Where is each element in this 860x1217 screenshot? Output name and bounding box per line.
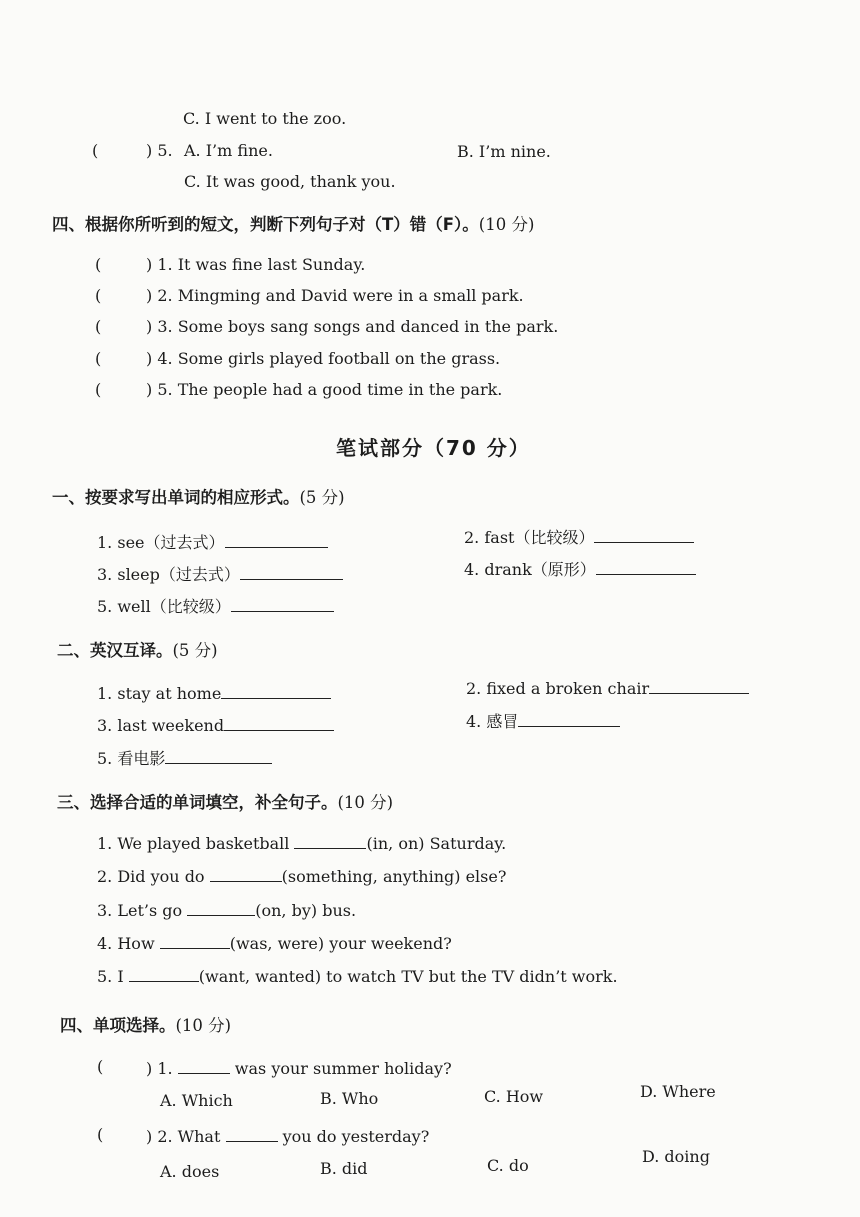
mc-q2-option-a[interactable]: A. does	[160, 1162, 220, 1181]
answer-blank[interactable]	[594, 526, 694, 543]
q5-option-a: A. I’m fine.	[184, 141, 273, 160]
tf-row-5: (	[95, 380, 102, 399]
answer-blank[interactable]	[518, 710, 620, 727]
answer-blank[interactable]	[221, 682, 331, 699]
answer-blank[interactable]	[165, 747, 272, 764]
translate-item-2: 2. fixed a broken chair	[466, 677, 749, 699]
tf-row-3-content: ) 3. Some boys sang songs and danced in the park.	[146, 317, 559, 336]
written-section4-heading: 四、单项选择。(10 分)	[60, 1016, 232, 1035]
mc-q1-option-d[interactable]: D. Where	[640, 1082, 716, 1101]
written-section3-heading: 三、选择合适的单词填空，补全句子。(10 分)	[57, 793, 394, 812]
q5-option-b: B. I’m nine.	[457, 142, 551, 161]
written-section2-heading: 二、英汉互译。(5 分)	[57, 641, 218, 660]
mc-q2-stem: ) 2. What you do yesterday?	[146, 1127, 430, 1146]
word-form-item-2: 2. fast（比较级）	[464, 526, 694, 548]
answer-blank[interactable]	[178, 1057, 230, 1074]
answer-blank[interactable]	[240, 563, 343, 580]
q5-number: ) 5.	[146, 141, 173, 160]
mc-q1-option-a[interactable]: A. Which	[160, 1091, 233, 1110]
answer-blank[interactable]	[226, 1125, 278, 1142]
tf-row-1: (	[95, 255, 102, 274]
answer-blank[interactable]	[129, 965, 199, 982]
answer-blank[interactable]	[160, 932, 230, 949]
translate-item-4: 4. 感冒	[466, 710, 620, 732]
translate-item-5: 5. 看电影	[97, 747, 272, 769]
mc-q2-option-c[interactable]: C. do	[487, 1156, 529, 1175]
mc-q2-paren: (	[97, 1125, 104, 1144]
answer-blank[interactable]	[649, 677, 749, 694]
q5-option-c: C. It was good, thank you.	[184, 172, 396, 191]
fill-blank-item-4: 4. How (was, were) your weekend?	[97, 934, 452, 953]
fill-blank-item-2: 2. Did you do (something, anything) else?	[97, 867, 507, 886]
tf-row-3: (	[95, 317, 102, 336]
tf-row-4-content: ) 4. Some girls played football on the grass.	[146, 349, 501, 368]
word-form-item-5: 5. well（比较级）	[97, 595, 334, 617]
mc-q2-option-d[interactable]: D. doing	[642, 1147, 710, 1166]
mc-q1-stem: ) 1. was your summer holiday?	[146, 1059, 452, 1078]
word-form-item-4: 4. drank（原形）	[464, 558, 696, 580]
translate-item-3: 3. last weekend	[97, 714, 334, 736]
word-form-item-1: 1. see（过去式）	[97, 531, 328, 553]
answer-blank[interactable]	[210, 865, 282, 882]
tf-row-2: (	[95, 286, 102, 305]
listening-section4-heading: 四、根据你所听到的短文，判断下列句子对（T）错（F）。(10 分)	[52, 215, 535, 234]
answer-blank[interactable]	[294, 832, 366, 849]
fill-blank-item-5: 5. I (want, wanted) to watch TV but the TV didn’t work.	[97, 967, 618, 986]
tf-row-2-content: ) 2. Mingming and David were in a small park.	[146, 286, 524, 305]
written-section1-heading: 一、按要求写出单词的相应形式。(5 分)	[52, 488, 345, 507]
translate-item-1: 1. stay at home	[97, 682, 331, 704]
tf-row-4: (	[95, 349, 102, 368]
written-part-title: 笔试部分（70 分）	[336, 436, 531, 460]
fill-blank-item-1: 1. We played basketball (in, on) Saturday.	[97, 834, 507, 853]
fill-blank-item-3: 3. Let’s go (on, by) bus.	[97, 901, 357, 920]
answer-blank[interactable]	[596, 558, 696, 575]
tf-row-5-content: ) 5. The people had a good time in the park.	[146, 380, 503, 399]
mc-q1-paren: (	[97, 1057, 104, 1076]
mc-q2-option-b[interactable]: B. did	[320, 1159, 368, 1178]
tf-row-1-content: ) 1. It was fine last Sunday.	[146, 255, 366, 274]
answer-blank[interactable]	[224, 714, 334, 731]
word-form-item-3: 3. sleep（过去式）	[97, 563, 343, 585]
mc-q1-option-b[interactable]: B. Who	[320, 1089, 379, 1108]
answer-paren-open: (	[92, 141, 99, 160]
answer-blank[interactable]	[187, 899, 255, 916]
mc-q1-option-c[interactable]: C. How	[484, 1087, 544, 1106]
answer-blank[interactable]	[231, 595, 334, 612]
q4-option-c: C. I went to the zoo.	[183, 109, 347, 128]
answer-blank[interactable]	[225, 531, 328, 548]
